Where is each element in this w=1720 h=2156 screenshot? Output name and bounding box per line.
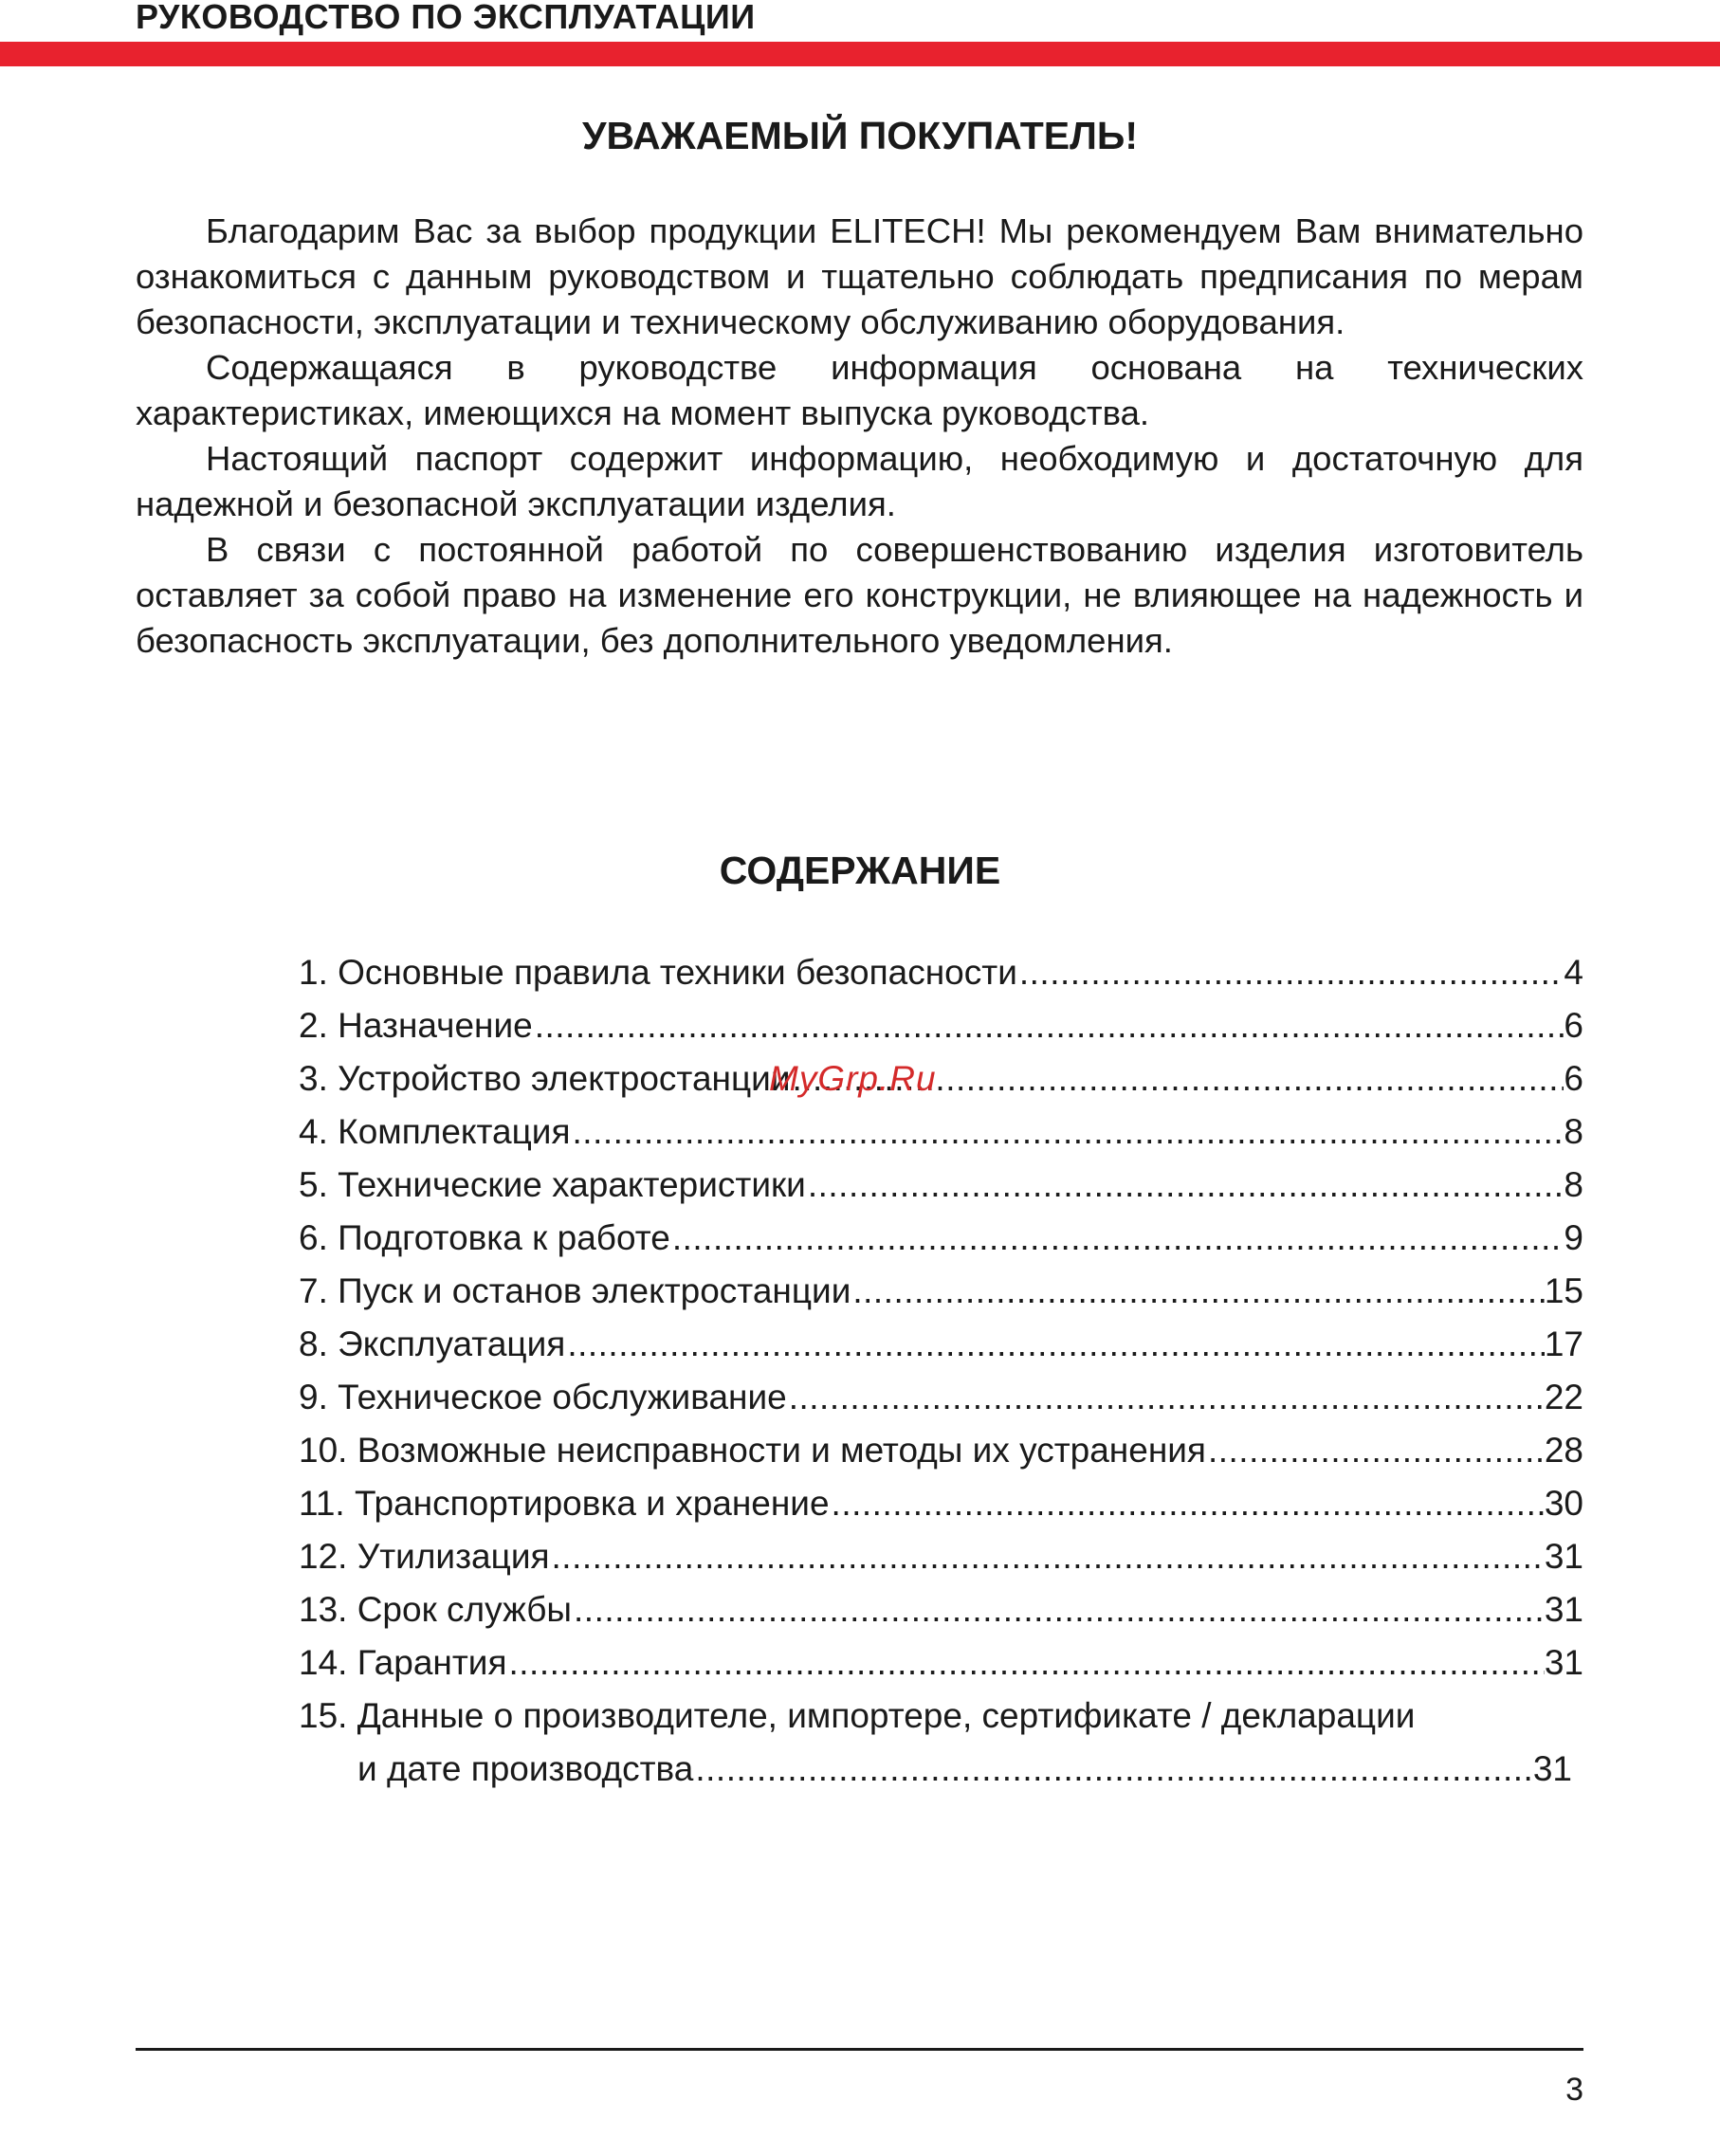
footer-divider [136,2048,1583,2051]
toc-leader-dots [571,1105,1564,1159]
toc-item-label: 15. Данные о производителе, импортере, сертификате / декларации [299,1696,1416,1735]
toc-item-page: 9 [1564,1218,1583,1257]
toc-item-label: 7. Пуск и останов электростанции [299,1271,851,1310]
document-header-title: РУКОВОДСТВО ПО ЭКСПЛУАТАЦИИ [136,0,756,36]
toc-leader-dots [851,1265,1544,1318]
toc-item-continuation[interactable] [299,1743,1572,1796]
toc-item-label: 8. Эксплуатация [299,1325,566,1363]
toc-item[interactable] [299,1318,1583,1371]
toc-item[interactable] [299,1477,1583,1530]
toc-item-page: 31 [1544,1643,1583,1682]
toc-item[interactable] [299,1371,1583,1424]
toc-item[interactable] [299,999,1583,1052]
toc-item-page: 15 [1544,1271,1583,1310]
toc-item-page: 30 [1544,1484,1583,1523]
toc-leader-dots [806,1159,1564,1212]
greeting-heading: УВАЖАЕМЫЙ ПОКУПАТЕЛЬ! [581,114,1139,157]
toc-leader-dots [507,1636,1545,1690]
header-accent-bar [0,42,1720,66]
watermark: MyGrp.Ru [769,1059,937,1098]
toc-item-label: 10. Возможные неисправности и методы их устранения [299,1431,1206,1470]
intro-paragraph: Настоящий паспорт содержит информацию, необходимую и достаточную для надежной и безопасной эксплуатации изделия. [136,439,1583,523]
toc-item-label: 3. Устройство электростанции [299,1059,791,1098]
toc-leader-dots [533,999,1564,1052]
toc-item-label: 2. Назначение [299,1006,533,1045]
intro-paragraph: Благодарим Вас за выбор продукции ELITECH! Мы рекомендуем Вам внимательно ознакомиться с данным руководством и тщательно соблюдать предписания по мерам безопасности, эксплуатации и техническому обслуживанию оборудования. [136,211,1583,341]
toc-leader-dots [787,1371,1545,1424]
toc-leader-dots [693,1743,1532,1796]
toc-item[interactable] [299,1212,1583,1265]
toc-item-label: и дате производства [357,1749,694,1788]
toc-item-page: 31 [1544,1590,1583,1629]
toc-item-label: 4. Комплектация [299,1112,571,1151]
toc-item-multiline[interactable] [299,1690,1583,1743]
toc-leader-dots [1017,946,1564,999]
toc-item-page: 31 [1544,1537,1583,1576]
toc-item-label: 9. Техническое обслуживание [299,1378,787,1416]
intro-text [136,209,1583,664]
table-of-contents [299,946,1583,1796]
toc-item[interactable] [299,946,1583,999]
toc-leader-dots [572,1583,1545,1636]
toc-item-page: 8 [1564,1165,1583,1204]
toc-leader-dots [830,1477,1545,1530]
toc-item-page: 22 [1544,1378,1583,1416]
toc-item[interactable] [299,1052,1583,1105]
toc-item[interactable] [299,1265,1583,1318]
toc-item-label: 5. Технические характеристики [299,1165,806,1204]
toc-item-label: 11. Транспортировка и хранение [299,1484,830,1523]
intro-paragraph: В связи с постоянной работой по совершенствованию изделия изготовитель оставляет за собой право на изменение его конструкции, не влияющее на надежность и безопасность эксплуатации, без дополнительного уведомления. [136,530,1583,660]
toc-item-page: 31 [1532,1749,1572,1788]
page-number: 3 [1565,2072,1583,2108]
toc-item-label: 1. Основные правила техники безопасности [299,953,1017,992]
toc-item[interactable] [299,1159,1583,1212]
toc-leader-dots [550,1530,1545,1583]
toc-item-page: 8 [1564,1112,1583,1151]
toc-heading: СОДЕРЖАНИЕ [719,849,1001,892]
toc-item[interactable] [299,1424,1583,1477]
toc-leader-dots [565,1318,1545,1371]
intro-paragraph: Содержащаяся в руководстве информация основана на технических характеристиках, имеющихся на момент выпуска руководства. [136,348,1583,432]
toc-item[interactable] [299,1583,1583,1636]
toc-item-label: 13. Срок службы [299,1590,573,1629]
toc-item-label: 14. Гарантия [299,1643,507,1682]
toc-item-page: 28 [1544,1431,1583,1470]
toc-leader-dots [1206,1424,1545,1477]
toc-item[interactable] [299,1530,1583,1583]
toc-item-label: 6. Подготовка к работе [299,1218,670,1257]
toc-item-page: 6 [1564,1006,1583,1045]
toc-item-page: 6 [1564,1059,1583,1098]
toc-leader-dots [670,1212,1564,1265]
toc-item[interactable] [299,1105,1583,1159]
toc-item[interactable] [299,1636,1583,1690]
toc-item-label: 12. Утилизация [299,1537,550,1576]
toc-item-page: 4 [1564,953,1583,992]
toc-item-page: 17 [1544,1325,1583,1363]
